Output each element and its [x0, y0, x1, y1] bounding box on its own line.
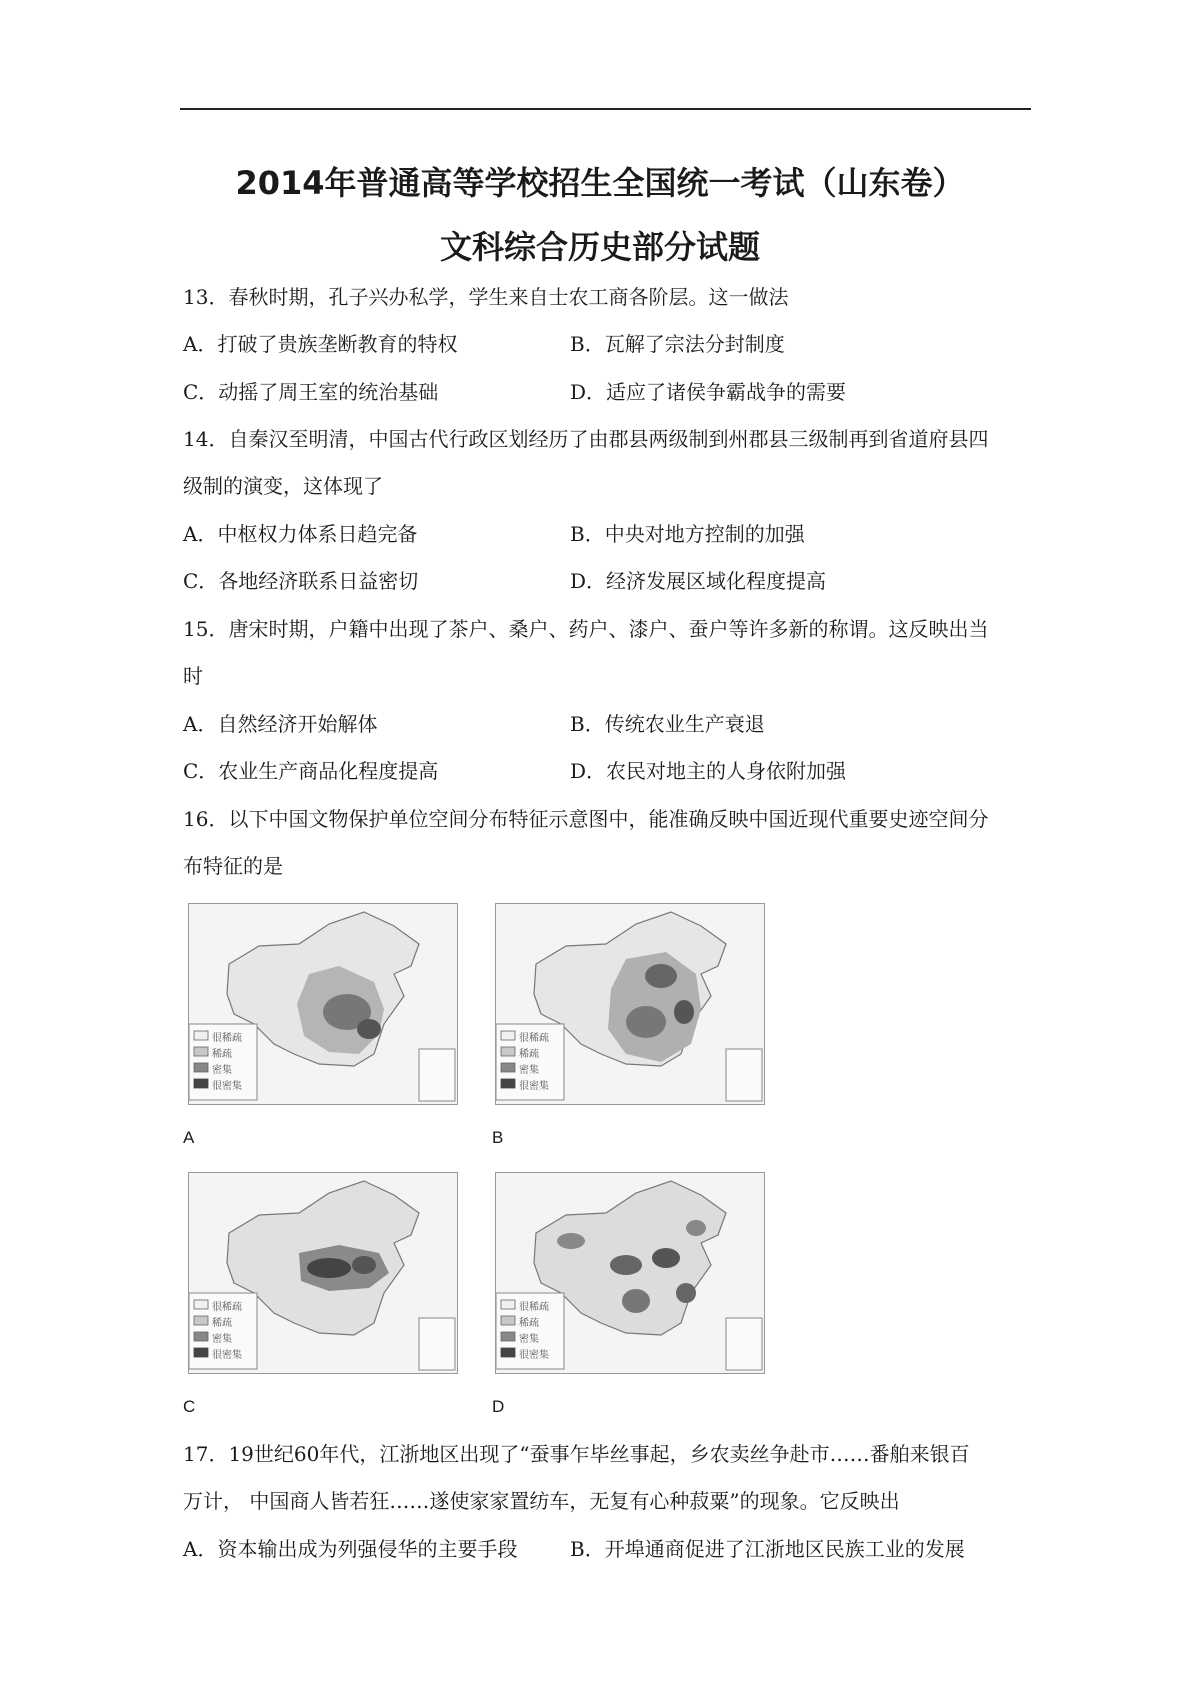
- q13-option-c: C．动摇了周王室的统治基础: [183, 380, 439, 404]
- q15-stem-line2: 时: [183, 664, 203, 688]
- map-d: [495, 1172, 765, 1374]
- map-a-legend-2: 稀疏: [212, 1049, 232, 1060]
- header-rule: [180, 108, 1031, 110]
- q14-option-a: A．中枢权力体系日趋完备: [183, 522, 418, 546]
- q17-stem-line1: 17．19世纪60年代，江浙地区出现了“蚕事乍毕丝事起，乡农卖丝争赴市……番舶来银百: [183, 1442, 970, 1466]
- exam-title: 2014年普通高等学校招生全国统一考试（山东卷）: [235, 164, 965, 202]
- q17-option-b: B．开埠通商促进了江浙地区民族工业的发展: [570, 1537, 965, 1561]
- q14-option-c: C．各地经济联系日益密切: [183, 569, 419, 593]
- map-b-legend-3: 密集: [519, 1065, 539, 1076]
- map-a-legend-3: 密集: [212, 1065, 232, 1076]
- map-b-legend-1: 很稀疏: [519, 1033, 549, 1044]
- map-d-legend-1: 很稀疏: [519, 1302, 549, 1313]
- q16-stem-line2: 布特征的是: [183, 854, 283, 878]
- map-a-legend-4: 很密集: [212, 1081, 242, 1092]
- q15-option-d: D．农民对地主的人身依附加强: [570, 759, 847, 783]
- map-d-legend-2: 稀疏: [519, 1318, 539, 1329]
- map-b-legend-4: 很密集: [519, 1081, 549, 1092]
- q13-option-d: D．适应了诸侯争霸战争的需要: [570, 380, 847, 404]
- q13-stem: 13．春秋时期，孔子兴办私学，学生来自士农工商各阶层。这一做法: [183, 285, 789, 309]
- q15-option-a: A．自然经济开始解体: [183, 712, 378, 736]
- q15-stem-line1: 15．唐宋时期，户籍中出现了茶户、桑户、药户、漆户、蚕户等许多新的称谓。这反映出当: [183, 617, 989, 641]
- q14-stem-line1: 14．自秦汉至明清，中国古代行政区划经历了由郡县两级制到州郡县三级制再到省道府县四: [183, 427, 989, 451]
- q15-option-c: C．农业生产商品化程度提高: [183, 759, 439, 783]
- q16-stem-line1: 16．以下中国文物保护单位空间分布特征示意图中，能准确反映中国近现代重要史迹空间分: [183, 807, 989, 831]
- q14-option-b: B．中央对地方控制的加强: [570, 522, 805, 546]
- map-d-label: D: [492, 1397, 505, 1416]
- map-c-legend-3: 密集: [212, 1334, 232, 1345]
- map-b-legend-2: 稀疏: [519, 1049, 539, 1060]
- map-b: [495, 903, 765, 1105]
- map-c-legend-1: 很稀疏: [212, 1302, 242, 1313]
- q13-option-b: B．瓦解了宗法分封制度: [570, 332, 785, 356]
- map-d-legend-3: 密集: [519, 1334, 539, 1345]
- map-d-legend-4: 很密集: [519, 1350, 549, 1361]
- q14-stem-line2: 级制的演变，这体现了: [183, 474, 383, 498]
- exam-subtitle: 文科综合历史部分试题: [439, 228, 760, 266]
- map-a-legend-1: 很稀疏: [212, 1033, 242, 1044]
- map-c-legend-2: 稀疏: [212, 1318, 232, 1329]
- map-c-label: C: [183, 1397, 196, 1416]
- q15-option-b: B．传统农业生产衰退: [570, 712, 765, 736]
- q14-option-d: D．经济发展区域化程度提高: [570, 569, 827, 593]
- map-b-label: B: [492, 1128, 504, 1147]
- q17-stem-line2: 万计， 中国商人皆若狂……遂使家家置纺车，无复有心种菽粟”的现象。它反映出: [183, 1489, 900, 1513]
- map-a: [188, 903, 458, 1105]
- q17-option-a: A．资本输出成为列强侵华的主要手段: [183, 1537, 518, 1561]
- map-c: [188, 1172, 458, 1374]
- map-a-label: A: [183, 1128, 195, 1147]
- q13-option-a: A．打破了贵族垄断教育的特权: [183, 332, 458, 356]
- map-c-legend-4: 很密集: [212, 1350, 242, 1361]
